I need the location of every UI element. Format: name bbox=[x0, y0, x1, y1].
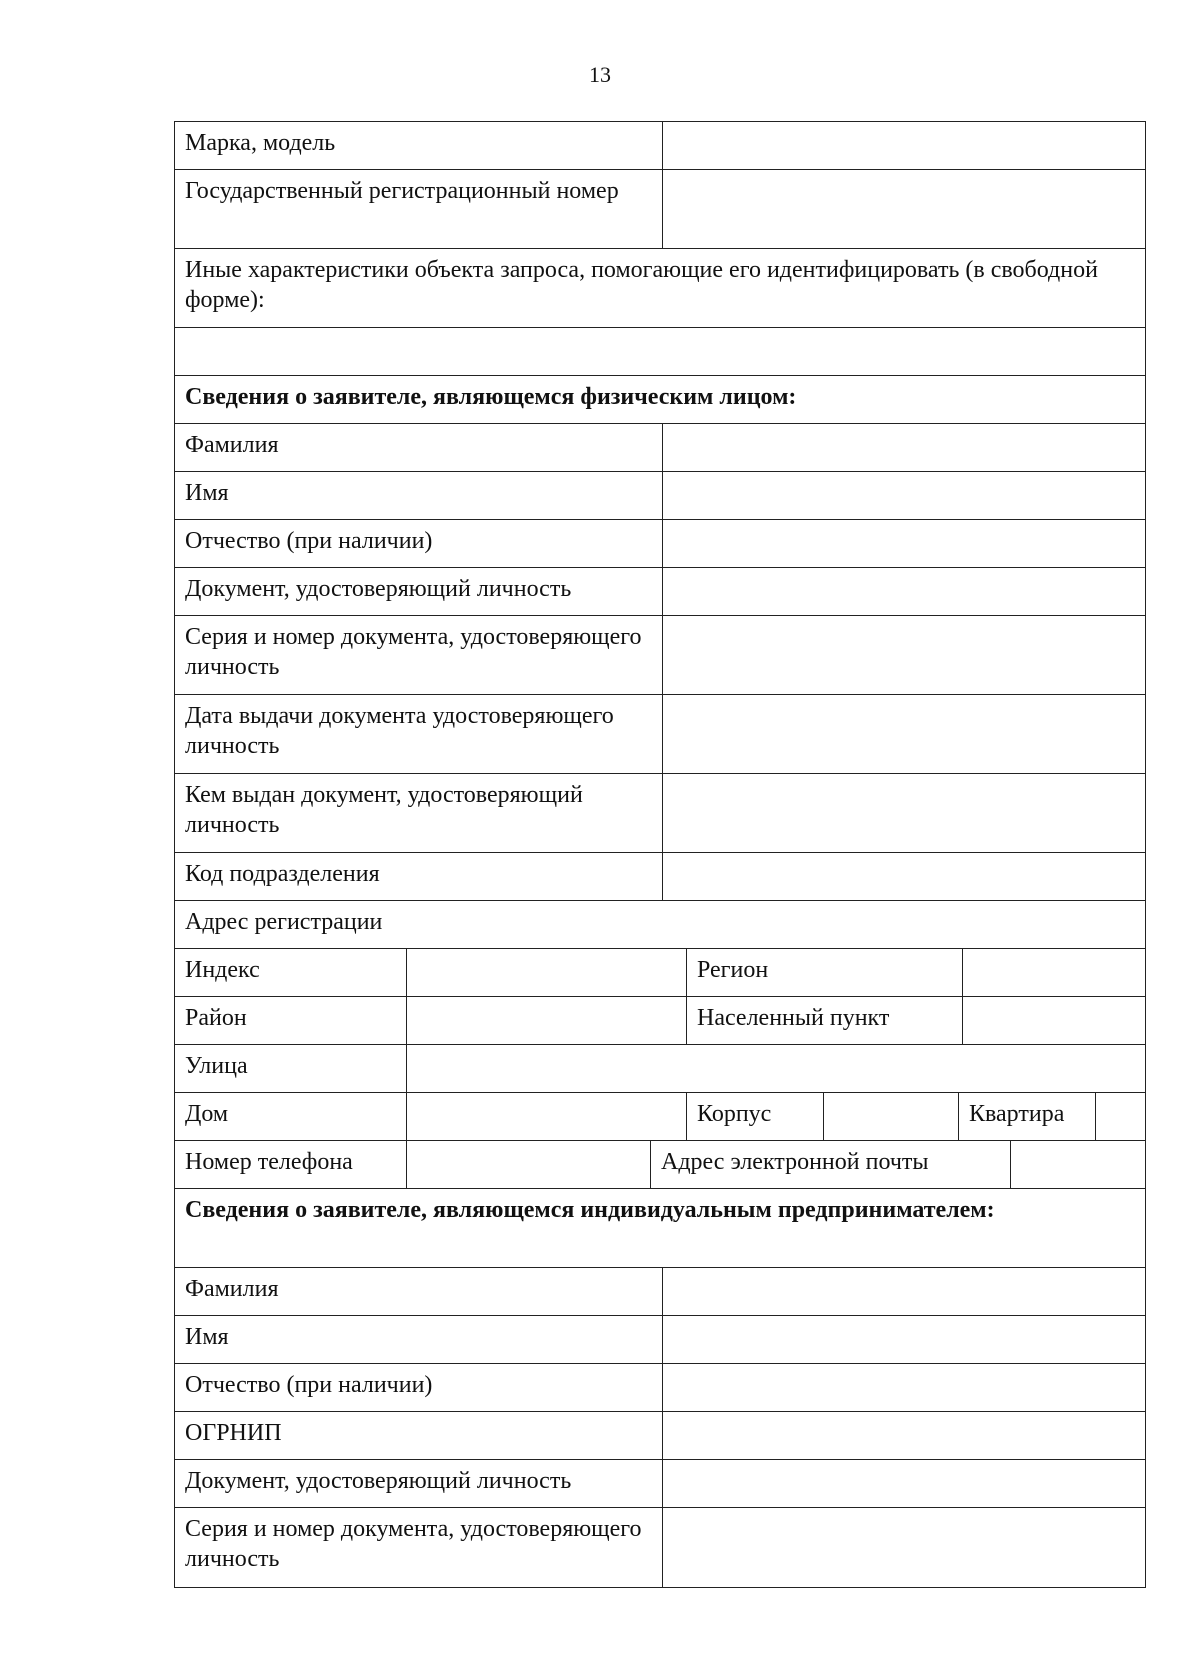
label-ind-surname: Фамилия bbox=[185, 432, 279, 458]
row-ind-id-issued-by bbox=[175, 773, 1145, 852]
row-ind-patronymic bbox=[175, 519, 1145, 567]
field-ind-name[interactable] bbox=[662, 472, 1145, 519]
field-ind-id-series-number[interactable] bbox=[662, 616, 1145, 694]
label-ent-id-document: Документ, удостоверяющий личность bbox=[185, 1468, 572, 1494]
label-district: Район bbox=[185, 1005, 247, 1031]
row-ent-surname bbox=[175, 1267, 1145, 1315]
row-district-locality bbox=[175, 996, 1145, 1044]
field-apartment[interactable] bbox=[1095, 1093, 1145, 1140]
row-ent-ogrnip bbox=[175, 1411, 1145, 1459]
field-index[interactable] bbox=[406, 949, 686, 996]
label-ind-division-code: Код подразделения bbox=[185, 861, 380, 887]
row-ent-id-document bbox=[175, 1459, 1145, 1507]
request-form-table bbox=[174, 121, 1146, 1588]
page-number: 13 bbox=[589, 62, 611, 87]
label-ent-name: Имя bbox=[185, 1324, 229, 1350]
label-ent-patronymic: Отчество (при наличии) bbox=[185, 1372, 433, 1398]
label-region: Регион bbox=[686, 949, 962, 996]
row-ind-division-code bbox=[175, 852, 1145, 900]
field-email[interactable] bbox=[1010, 1141, 1145, 1188]
field-reg-number[interactable] bbox=[662, 170, 1145, 248]
field-brand-model[interactable] bbox=[662, 122, 1145, 169]
label-house: Дом bbox=[185, 1101, 229, 1127]
row-ent-name bbox=[175, 1315, 1145, 1363]
label-address-heading: Адрес регистрации bbox=[185, 909, 383, 935]
row-brand-model bbox=[175, 122, 1145, 169]
label-ind-id-issue-date: Дата выдачи документа удостоверяющего личность bbox=[185, 703, 614, 759]
label-locality: Населенный пункт bbox=[686, 997, 962, 1044]
field-ind-id-issue-date[interactable] bbox=[662, 695, 1145, 773]
field-locality[interactable] bbox=[962, 997, 1145, 1044]
row-phone-email bbox=[175, 1140, 1145, 1188]
label-brand-model: Марка, модель bbox=[185, 130, 336, 156]
field-other-characteristics[interactable] bbox=[175, 328, 1145, 375]
field-ind-id-document[interactable] bbox=[662, 568, 1145, 615]
row-ent-patronymic bbox=[175, 1363, 1145, 1411]
row-ind-surname bbox=[175, 423, 1145, 471]
field-building[interactable] bbox=[823, 1093, 958, 1140]
section-heading-individual: Сведения о заявителе, являющемся физическим лицом: bbox=[185, 384, 797, 410]
field-street[interactable] bbox=[406, 1045, 1145, 1092]
field-ind-division-code[interactable] bbox=[662, 853, 1145, 900]
row-individual-heading bbox=[175, 375, 1145, 423]
row-entrepreneur-heading bbox=[175, 1188, 1145, 1267]
row-other-characteristics bbox=[175, 248, 1145, 327]
row-reg-number bbox=[175, 169, 1145, 248]
field-ent-name[interactable] bbox=[662, 1316, 1145, 1363]
label-index: Индекс bbox=[185, 957, 260, 983]
field-ent-surname[interactable] bbox=[662, 1268, 1145, 1315]
field-ent-ogrnip[interactable] bbox=[662, 1412, 1145, 1459]
row-index-region bbox=[175, 948, 1145, 996]
field-house[interactable] bbox=[406, 1093, 686, 1140]
row-ind-id-issue-date bbox=[175, 694, 1145, 773]
label-ind-patronymic: Отчество (при наличии) bbox=[185, 528, 433, 554]
label-ind-id-series-number: Серия и номер документа, удостоверяющего личность bbox=[185, 624, 642, 680]
row-house-building-apartment bbox=[175, 1092, 1145, 1140]
field-ind-id-issued-by[interactable] bbox=[662, 774, 1145, 852]
label-ent-surname: Фамилия bbox=[185, 1276, 279, 1302]
row-ind-id-document bbox=[175, 567, 1145, 615]
field-region[interactable] bbox=[962, 949, 1145, 996]
row-other-characteristics-value bbox=[175, 327, 1145, 375]
label-ind-id-issued-by: Кем выдан документ, удостоверяющий личность bbox=[185, 782, 583, 838]
label-street: Улица bbox=[185, 1053, 248, 1079]
field-ind-surname[interactable] bbox=[662, 424, 1145, 471]
label-apartment: Квартира bbox=[958, 1093, 1095, 1140]
row-ind-id-series-number bbox=[175, 615, 1145, 694]
label-ind-id-document: Документ, удостоверяющий личность bbox=[185, 576, 572, 602]
label-email: Адрес электронной почты bbox=[650, 1141, 1010, 1188]
field-ent-patronymic[interactable] bbox=[662, 1364, 1145, 1411]
label-phone: Номер телефона bbox=[185, 1149, 353, 1175]
field-ind-patronymic[interactable] bbox=[662, 520, 1145, 567]
field-phone[interactable] bbox=[406, 1141, 650, 1188]
section-heading-entrepreneur: Сведения о заявителе, являющемся индивидуальным предпринимателем: bbox=[185, 1197, 995, 1223]
label-ent-ogrnip: ОГРНИП bbox=[185, 1420, 282, 1446]
row-ind-name bbox=[175, 471, 1145, 519]
label-reg-number: Государственный регистрационный номер bbox=[185, 178, 619, 204]
field-district[interactable] bbox=[406, 997, 686, 1044]
field-ent-id-series-number[interactable] bbox=[662, 1508, 1145, 1587]
row-street bbox=[175, 1044, 1145, 1092]
row-address-heading bbox=[175, 900, 1145, 948]
label-other-characteristics: Иные характеристики объекта запроса, помогающие его идентифицировать (в свободной форме): bbox=[185, 257, 1098, 313]
row-ent-id-series-number bbox=[175, 1507, 1145, 1587]
label-ent-id-series-number: Серия и номер документа, удостоверяющего личность bbox=[185, 1516, 642, 1572]
label-ind-name: Имя bbox=[185, 480, 229, 506]
field-ent-id-document[interactable] bbox=[662, 1460, 1145, 1507]
label-building: Корпус bbox=[686, 1093, 823, 1140]
